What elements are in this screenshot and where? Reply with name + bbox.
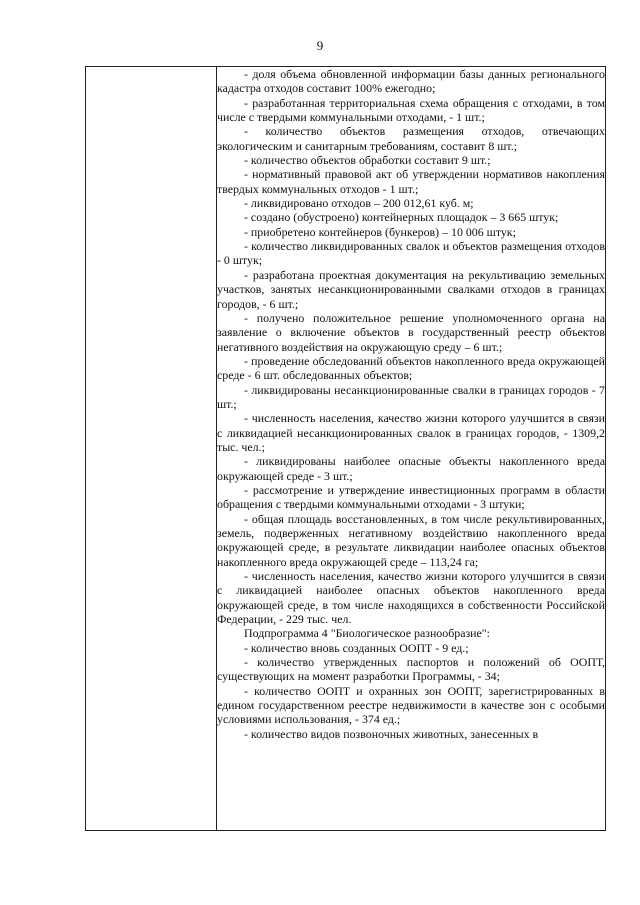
list-item: - разработанная территориальная схема обращения с отходами, в том числе с твердыми коммунальными отходами, - 1 шт.; (217, 95, 605, 125)
list-item: - получено положительное решение уполномоченного органа на заявление о включение объектов в государственный реестр объектов негативного воздействия на окружающую среду – 6 шт.; (217, 310, 605, 354)
list-item: - приобретено контейнеров (бункеров) – 10 006 штук; (244, 224, 516, 239)
list-item: - ликвидированы наиболее опасные объекты накопленного вреда окружающей среде - 3 шт.; (217, 454, 605, 483)
list-item: - количество ООПТ и охранных зон ООПТ, зарегистрированных в едином государственном реестре недвижимости в качестве зон с особыми условиями использования, - 374 ед.; (217, 683, 605, 727)
list-item: - количество утвержденных паспортов и положений об ООПТ, существующих на момент разработки Программы, - 34; (217, 655, 605, 684)
page-number: 9 (316, 38, 324, 53)
list-item: - доля объема обновленной информации базы данных регионального кадастра отходов составит 100% ежегодно; (217, 67, 605, 96)
table-row (86, 67, 606, 831)
list-item: - создано (обустроено) контейнерных площадок – 3 665 штук; (244, 210, 559, 225)
indicator-list (217, 67, 605, 741)
list-item: - количество объектов обработки составит 9 шт.; (244, 153, 491, 168)
list-item: - общая площадь восстановленных, в том числе рекультивированных, земель, подверженных негативному воздействию накопленного вреда окружающей среде, в результате ликвидации наиболее опасных объектов накопленного вреда окружающей среде – 113,24 га; (217, 511, 605, 569)
content-table (85, 66, 606, 831)
list-item: - проведение обследований объектов накопленного вреда окружающей среде - 6 шт. обследованных объектов; (217, 353, 605, 383)
subprogram-heading: Подпрограмма 4 "Биологическое разнообразие": (244, 626, 490, 641)
list-item: - численность населения, качество жизни которого улучшится в связи с ликвидацией несанкционированных свалок в границах городов, - 1309,2 тыс. чел.; (217, 411, 605, 454)
right-column-cell (217, 67, 606, 831)
list-item: - нормативный правовой акт об утверждении нормативов накопления твердых коммунальных отходов - 1 шт.; (217, 167, 605, 196)
list-item: - разработана проектная документация на рекультивацию земельных участков, занятых несанкционированными свалками отходов в границах городов, - 6 шт.; (217, 267, 605, 311)
list-item: - численность населения, качество жизни которого улучшится в связи с ликвидацией наиболее опасных объектов накопленного вреда окружающей среде, в том числе находящихся в собственности Российской Федерации, - 229 тыс. чел. (217, 569, 605, 627)
list-item: - количество объектов размещения отходов, отвечающих экологическим и санитарным требованиям, составит 8 шт.; (217, 124, 605, 153)
list-item: - ликвидировано отходов – 200 012,61 куб. м; (244, 196, 474, 211)
list-item: - ликвидированы несанкционированные свалки в границах городов - 7 шт.; (217, 382, 605, 411)
list-item: - количество вновь созданных ООПТ - 9 ед.; (244, 640, 469, 655)
list-item: - рассмотрение и утверждение инвестиционных программ в области обращения с твердыми коммунальными отходами - 3 штуки; (217, 482, 605, 512)
list-item: - количество ликвидированных свалок и объектов размещения отходов - 0 штук; (217, 239, 605, 268)
list-item: - количество видов позвоночных животных, занесенных в (244, 726, 539, 741)
left-column-cell (86, 67, 217, 831)
